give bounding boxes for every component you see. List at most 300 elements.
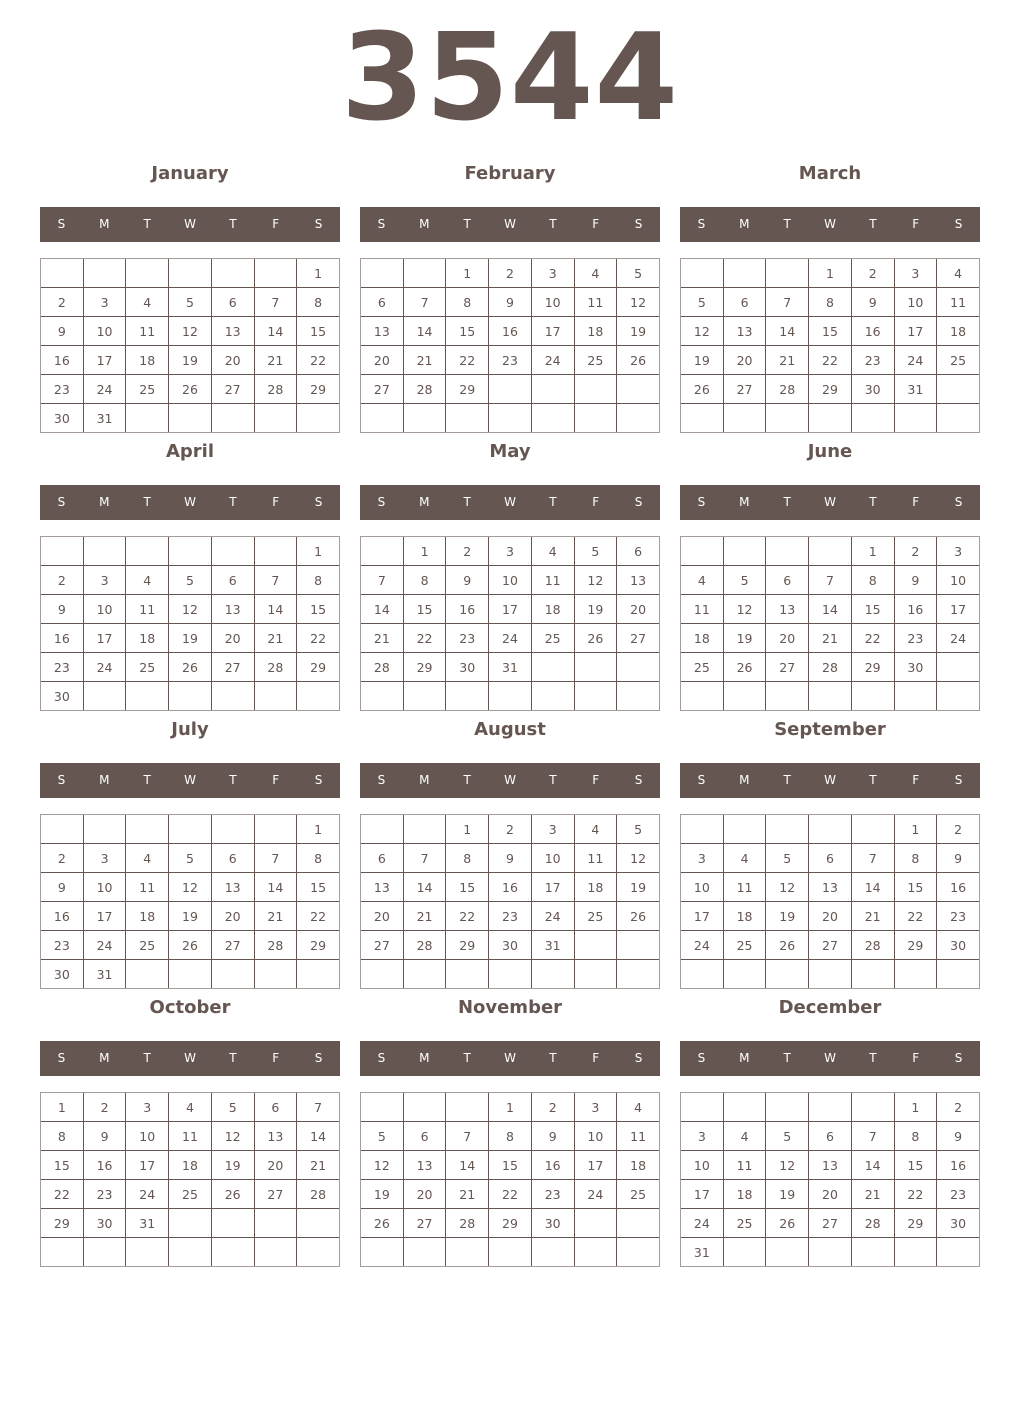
weekday-label: S xyxy=(697,217,706,231)
week-row xyxy=(361,566,660,595)
day-cell: 17 xyxy=(681,1180,724,1209)
day-cell: 12 xyxy=(169,873,212,902)
day-cell: 16 xyxy=(531,1151,574,1180)
day-cell xyxy=(723,815,766,844)
day-cell xyxy=(937,682,980,711)
day-cell xyxy=(254,1238,297,1267)
weekday-header-row xyxy=(680,1041,980,1076)
weekday-label: S xyxy=(314,495,323,509)
month-title: June xyxy=(807,441,853,462)
weekday-label: W xyxy=(184,495,196,509)
day-cell xyxy=(617,931,660,960)
day-cell xyxy=(403,960,446,989)
day-cell: 1 xyxy=(41,1093,84,1122)
day-cell: 2 xyxy=(446,537,489,566)
day-cell: 20 xyxy=(809,902,852,931)
day-cell: 11 xyxy=(723,873,766,902)
week-row xyxy=(41,537,340,566)
day-cell xyxy=(681,682,724,711)
day-cell: 19 xyxy=(766,902,809,931)
day-cell: 15 xyxy=(446,873,489,902)
day-cell xyxy=(489,1238,532,1267)
week-row xyxy=(681,346,980,375)
month-title: March xyxy=(798,163,862,184)
day-cell: 28 xyxy=(851,931,894,960)
week-row xyxy=(681,1238,980,1267)
weekday-label: W xyxy=(504,495,516,509)
weekday-label: F xyxy=(272,773,280,787)
day-cell xyxy=(574,960,617,989)
day-cell: 18 xyxy=(723,1180,766,1209)
day-cell: 14 xyxy=(403,317,446,346)
day-cell xyxy=(169,815,212,844)
weekday-label: S xyxy=(314,217,323,231)
day-cell: 14 xyxy=(851,1151,894,1180)
weekday-label: W xyxy=(184,773,196,787)
day-cell: 23 xyxy=(937,1180,980,1209)
day-cell xyxy=(489,682,532,711)
weekday-label: M xyxy=(419,495,430,509)
day-cell: 28 xyxy=(297,1180,340,1209)
day-cell xyxy=(531,1238,574,1267)
day-cell: 14 xyxy=(851,873,894,902)
day-cell: 13 xyxy=(211,873,254,902)
month-title: April xyxy=(165,441,215,462)
week-row xyxy=(361,537,660,566)
day-grid xyxy=(680,536,980,711)
day-cell: 14 xyxy=(254,317,297,346)
weekday-header-row xyxy=(40,485,340,520)
day-cell: 29 xyxy=(297,931,340,960)
day-cell: 18 xyxy=(126,902,169,931)
day-cell: 14 xyxy=(297,1122,340,1151)
weekday-label: F xyxy=(592,495,600,509)
weekday-label: M xyxy=(419,217,430,231)
day-cell xyxy=(126,815,169,844)
week-row xyxy=(361,404,660,433)
day-cell xyxy=(894,682,937,711)
weekday-header-row xyxy=(360,485,660,520)
day-cell xyxy=(809,960,852,989)
day-cell: 29 xyxy=(851,653,894,682)
day-cell: 4 xyxy=(723,1122,766,1151)
day-cell: 7 xyxy=(851,844,894,873)
weekday-label: S xyxy=(954,495,963,509)
day-cell: 26 xyxy=(766,1209,809,1238)
weekday-label: T xyxy=(463,217,471,231)
weekday-label: T xyxy=(229,495,237,509)
day-cell xyxy=(169,1209,212,1238)
day-cell: 8 xyxy=(809,288,852,317)
day-cell xyxy=(809,815,852,844)
day-cell: 17 xyxy=(489,595,532,624)
day-cell xyxy=(361,1238,404,1267)
weekday-label: W xyxy=(184,217,196,231)
day-cell: 2 xyxy=(851,259,894,288)
day-cell: 27 xyxy=(211,375,254,404)
day-cell xyxy=(574,404,617,433)
day-cell: 21 xyxy=(851,902,894,931)
day-cell: 2 xyxy=(83,1093,126,1122)
week-row xyxy=(681,375,980,404)
day-cell: 7 xyxy=(254,288,297,317)
day-cell xyxy=(766,1093,809,1122)
day-cell: 27 xyxy=(809,931,852,960)
week-row xyxy=(681,815,980,844)
day-cell: 14 xyxy=(254,595,297,624)
day-cell: 25 xyxy=(169,1180,212,1209)
day-cell: 12 xyxy=(169,317,212,346)
day-cell: 25 xyxy=(574,902,617,931)
week-row xyxy=(361,653,660,682)
weekday-label: F xyxy=(272,495,280,509)
week-row xyxy=(681,1093,980,1122)
day-cell: 30 xyxy=(41,682,84,711)
weekday-label: T xyxy=(869,1051,877,1065)
weekday-label: F xyxy=(912,1051,920,1065)
day-cell: 18 xyxy=(126,346,169,375)
day-cell: 8 xyxy=(446,288,489,317)
day-cell: 25 xyxy=(531,624,574,653)
day-cell: 17 xyxy=(126,1151,169,1180)
day-cell xyxy=(937,375,980,404)
day-cell: 5 xyxy=(617,259,660,288)
day-cell: 16 xyxy=(41,346,84,375)
day-cell xyxy=(126,259,169,288)
day-cell: 7 xyxy=(446,1122,489,1151)
day-cell xyxy=(723,960,766,989)
day-cell xyxy=(211,259,254,288)
day-cell: 31 xyxy=(531,931,574,960)
week-row xyxy=(41,595,340,624)
day-cell: 24 xyxy=(531,902,574,931)
day-cell xyxy=(681,404,724,433)
day-cell: 30 xyxy=(489,931,532,960)
week-row xyxy=(681,653,980,682)
day-cell: 22 xyxy=(489,1180,532,1209)
day-cell: 13 xyxy=(809,1151,852,1180)
day-cell: 15 xyxy=(297,873,340,902)
day-cell: 11 xyxy=(723,1151,766,1180)
weekday-label: S xyxy=(57,1051,66,1065)
day-cell: 10 xyxy=(531,288,574,317)
day-cell: 27 xyxy=(809,1209,852,1238)
day-cell: 4 xyxy=(126,566,169,595)
day-cell: 21 xyxy=(766,346,809,375)
week-row xyxy=(681,873,980,902)
day-cell: 21 xyxy=(446,1180,489,1209)
week-row xyxy=(681,960,980,989)
weekday-label: T xyxy=(549,1051,557,1065)
day-cell: 21 xyxy=(254,902,297,931)
day-cell: 26 xyxy=(169,375,212,404)
day-cell xyxy=(403,259,446,288)
day-grid xyxy=(40,1092,340,1267)
day-cell: 10 xyxy=(83,873,126,902)
day-cell: 19 xyxy=(169,902,212,931)
day-cell xyxy=(681,815,724,844)
day-cell: 11 xyxy=(169,1122,212,1151)
day-cell xyxy=(766,537,809,566)
day-cell: 27 xyxy=(361,931,404,960)
weekday-label: W xyxy=(504,773,516,787)
day-cell: 4 xyxy=(574,259,617,288)
day-cell: 12 xyxy=(766,1151,809,1180)
day-cell: 11 xyxy=(617,1122,660,1151)
day-cell xyxy=(211,404,254,433)
day-cell: 18 xyxy=(937,317,980,346)
weekday-label: F xyxy=(912,495,920,509)
day-cell: 26 xyxy=(211,1180,254,1209)
weekday-label: S xyxy=(377,773,386,787)
weekday-label: S xyxy=(634,773,643,787)
week-row xyxy=(41,873,340,902)
day-cell: 30 xyxy=(937,1209,980,1238)
day-cell xyxy=(211,537,254,566)
weekday-header-row xyxy=(680,207,980,242)
day-cell xyxy=(617,653,660,682)
day-cell: 25 xyxy=(574,346,617,375)
weekday-header-row xyxy=(360,1041,660,1076)
day-cell xyxy=(937,960,980,989)
weekday-label: M xyxy=(739,495,750,509)
day-cell: 6 xyxy=(809,1122,852,1151)
day-cell: 6 xyxy=(361,844,404,873)
week-row xyxy=(681,404,980,433)
day-cell: 25 xyxy=(937,346,980,375)
day-cell: 19 xyxy=(574,595,617,624)
day-cell: 25 xyxy=(723,931,766,960)
day-cell: 31 xyxy=(489,653,532,682)
day-cell: 6 xyxy=(254,1093,297,1122)
week-row xyxy=(361,288,660,317)
day-cell: 20 xyxy=(403,1180,446,1209)
weekday-label: F xyxy=(912,217,920,231)
day-cell: 22 xyxy=(446,346,489,375)
weekday-header-row xyxy=(360,207,660,242)
day-cell: 9 xyxy=(937,1122,980,1151)
week-row xyxy=(41,346,340,375)
day-cell xyxy=(851,960,894,989)
day-cell: 19 xyxy=(169,346,212,375)
day-cell: 11 xyxy=(126,595,169,624)
day-cell: 21 xyxy=(254,346,297,375)
day-cell: 1 xyxy=(894,1093,937,1122)
day-cell xyxy=(446,960,489,989)
day-cell: 29 xyxy=(809,375,852,404)
day-cell: 9 xyxy=(937,844,980,873)
day-cell xyxy=(574,375,617,404)
day-cell xyxy=(937,404,980,433)
day-cell xyxy=(617,1238,660,1267)
day-cell xyxy=(894,960,937,989)
day-cell: 6 xyxy=(211,566,254,595)
day-grid xyxy=(680,814,980,989)
weekday-label: F xyxy=(912,773,920,787)
day-cell: 7 xyxy=(254,566,297,595)
day-cell: 10 xyxy=(83,317,126,346)
day-cell: 14 xyxy=(403,873,446,902)
day-cell: 9 xyxy=(83,1122,126,1151)
weekday-label: T xyxy=(143,217,151,231)
day-cell xyxy=(446,1093,489,1122)
week-row xyxy=(361,682,660,711)
day-cell xyxy=(681,960,724,989)
day-cell: 29 xyxy=(297,375,340,404)
day-cell: 30 xyxy=(851,375,894,404)
day-cell xyxy=(126,404,169,433)
day-cell: 3 xyxy=(83,288,126,317)
day-cell: 20 xyxy=(723,346,766,375)
week-row xyxy=(41,844,340,873)
day-cell: 26 xyxy=(617,346,660,375)
week-row xyxy=(41,1180,340,1209)
day-cell: 19 xyxy=(211,1151,254,1180)
day-cell: 4 xyxy=(126,288,169,317)
week-row xyxy=(681,1122,980,1151)
day-cell: 2 xyxy=(489,815,532,844)
day-cell xyxy=(126,682,169,711)
day-cell: 8 xyxy=(894,1122,937,1151)
day-cell: 5 xyxy=(169,288,212,317)
day-cell: 16 xyxy=(851,317,894,346)
weekday-label: W xyxy=(824,1051,836,1065)
day-cell: 27 xyxy=(211,653,254,682)
day-cell xyxy=(851,1238,894,1267)
day-cell: 2 xyxy=(937,815,980,844)
day-cell: 28 xyxy=(254,653,297,682)
day-cell xyxy=(574,931,617,960)
day-cell xyxy=(723,682,766,711)
day-cell xyxy=(41,537,84,566)
day-cell xyxy=(766,682,809,711)
day-cell xyxy=(489,375,532,404)
day-cell: 31 xyxy=(83,404,126,433)
week-row xyxy=(681,902,980,931)
day-grid xyxy=(40,258,340,433)
day-cell: 27 xyxy=(211,931,254,960)
day-cell: 12 xyxy=(617,288,660,317)
day-cell: 27 xyxy=(254,1180,297,1209)
weekday-label: M xyxy=(739,773,750,787)
day-cell xyxy=(169,1238,212,1267)
day-cell: 4 xyxy=(617,1093,660,1122)
week-row xyxy=(41,288,340,317)
day-cell xyxy=(894,1238,937,1267)
day-cell: 23 xyxy=(83,1180,126,1209)
day-cell xyxy=(297,960,340,989)
weekday-label: T xyxy=(869,495,877,509)
day-cell: 24 xyxy=(83,653,126,682)
day-cell xyxy=(361,259,404,288)
weekday-label: T xyxy=(869,217,877,231)
day-cell: 6 xyxy=(403,1122,446,1151)
week-row xyxy=(681,844,980,873)
weekday-label: T xyxy=(229,1051,237,1065)
week-row xyxy=(41,404,340,433)
day-cell: 20 xyxy=(361,346,404,375)
day-cell: 29 xyxy=(297,653,340,682)
day-cell: 4 xyxy=(126,844,169,873)
day-cell: 19 xyxy=(681,346,724,375)
weekday-label: S xyxy=(697,495,706,509)
day-cell: 29 xyxy=(446,375,489,404)
weekday-label: S xyxy=(634,495,643,509)
day-cell xyxy=(169,404,212,433)
weekday-label: T xyxy=(143,773,151,787)
week-row xyxy=(361,1238,660,1267)
day-cell: 31 xyxy=(681,1238,724,1267)
weekday-label: S xyxy=(57,495,66,509)
day-cell: 15 xyxy=(41,1151,84,1180)
day-cell: 15 xyxy=(489,1151,532,1180)
day-cell xyxy=(681,537,724,566)
day-cell: 23 xyxy=(489,902,532,931)
day-cell: 7 xyxy=(851,1122,894,1151)
day-cell: 18 xyxy=(574,873,617,902)
day-cell: 13 xyxy=(617,566,660,595)
day-cell: 1 xyxy=(403,537,446,566)
day-cell: 13 xyxy=(211,595,254,624)
day-cell xyxy=(574,653,617,682)
day-cell: 8 xyxy=(297,288,340,317)
day-cell xyxy=(766,815,809,844)
day-cell xyxy=(254,537,297,566)
day-cell: 19 xyxy=(617,873,660,902)
day-cell: 17 xyxy=(574,1151,617,1180)
day-cell: 6 xyxy=(211,288,254,317)
day-cell: 10 xyxy=(126,1122,169,1151)
weekday-label: S xyxy=(57,773,66,787)
day-cell xyxy=(403,1238,446,1267)
month-title: May xyxy=(489,441,531,462)
day-cell: 13 xyxy=(254,1122,297,1151)
day-cell: 2 xyxy=(41,844,84,873)
day-cell: 5 xyxy=(169,566,212,595)
day-cell: 28 xyxy=(809,653,852,682)
day-cell xyxy=(574,1209,617,1238)
weekday-label: S xyxy=(954,1051,963,1065)
day-cell: 13 xyxy=(809,873,852,902)
day-cell: 9 xyxy=(41,873,84,902)
day-grid xyxy=(40,814,340,989)
day-cell: 18 xyxy=(723,902,766,931)
day-cell xyxy=(126,960,169,989)
week-row xyxy=(41,317,340,346)
weekday-label: M xyxy=(739,1051,750,1065)
day-cell: 29 xyxy=(894,931,937,960)
month-title: January xyxy=(151,163,229,184)
weekday-label: M xyxy=(739,217,750,231)
day-cell: 20 xyxy=(211,902,254,931)
day-cell: 3 xyxy=(531,815,574,844)
day-cell xyxy=(361,537,404,566)
day-cell: 11 xyxy=(574,288,617,317)
day-cell xyxy=(297,404,340,433)
day-cell xyxy=(446,682,489,711)
week-row xyxy=(681,682,980,711)
week-row xyxy=(361,873,660,902)
day-cell: 11 xyxy=(126,873,169,902)
week-row xyxy=(361,1151,660,1180)
day-cell xyxy=(83,259,126,288)
day-cell: 3 xyxy=(489,537,532,566)
day-cell: 29 xyxy=(403,653,446,682)
day-cell xyxy=(41,1238,84,1267)
day-grid xyxy=(360,814,660,989)
weekday-label: M xyxy=(99,773,110,787)
day-cell: 11 xyxy=(126,317,169,346)
